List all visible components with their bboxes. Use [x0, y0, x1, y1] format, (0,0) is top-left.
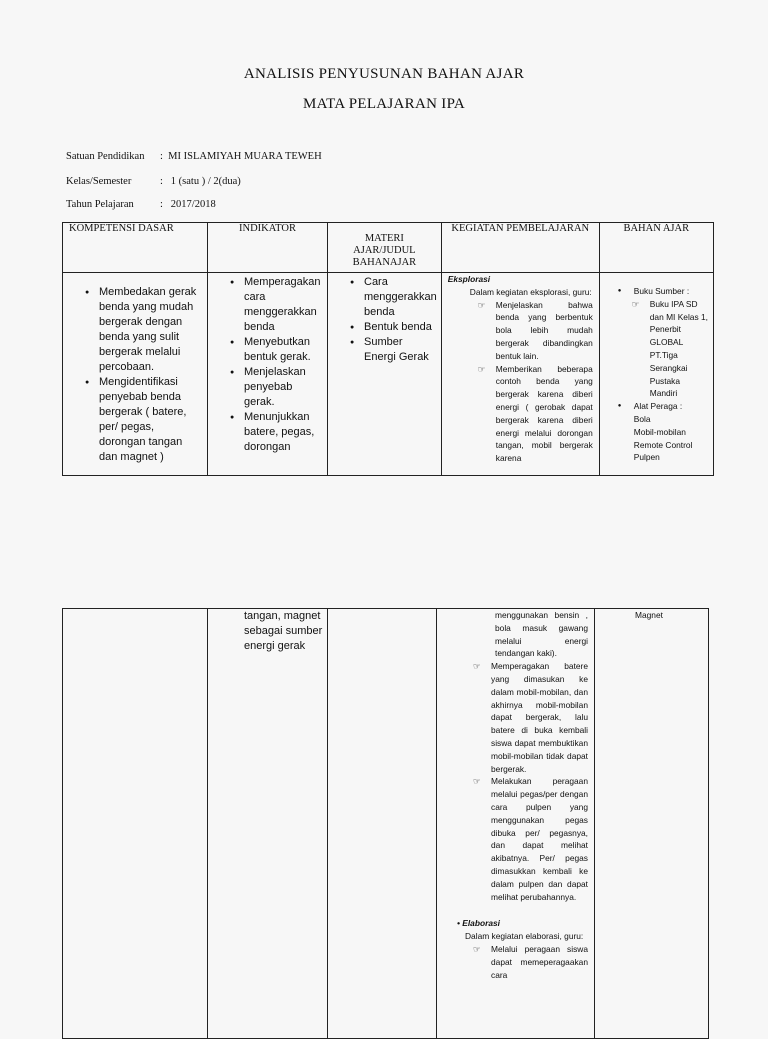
meta-value: MI ISLAMIYAH MUARA TEWEH — [168, 151, 322, 162]
table-row — [63, 609, 709, 1039]
kegiatan-point: ☞ Melakukan peragaan melalui pegas/per dengan cara pulpen yang menggunakan pegas dibuka per/ pegasnya, dan dapat melihat akibatnya. Per/ pegas dimasukkan kembali ke dalam pulpen dan dapat melihat perubahannya. — [473, 776, 588, 902]
bahan-cell-cont — [595, 609, 709, 1039]
bullet-icon: • — [457, 918, 460, 929]
bahan-cell — [599, 273, 713, 476]
meta-satuan — [66, 151, 322, 162]
header-materi — [328, 223, 442, 273]
bahan-continuation: Magnet — [635, 610, 663, 620]
header-kegiatan: KEGIATAN PEMBELAJARAN — [441, 223, 599, 273]
bullet-icon: ● — [85, 379, 90, 386]
meta-sep: : — [160, 176, 163, 187]
kegiatan-point: ☞ Memperagakan batere yang dimasukan ke dalam mobil-mobilan, dan akhirnya mobil-mobilan dapat bergerak, lalu batere di buka kembali siswa dapat membuktikan mobil-mobilan tidak dapat bergerak. — [473, 661, 588, 774]
bullet-icon: ● — [350, 279, 355, 286]
elaborasi-point: ☞ Melalui peragaan siswa dapat memeperagaakan cara — [473, 943, 588, 980]
alat-peraga: ● Alat Peraga : — [617, 401, 683, 412]
bullet-icon: ● — [230, 414, 235, 421]
document-subtitle: MATA PELAJARAN IPA — [302, 96, 465, 112]
elaborasi-intro: Dalam kegiatan elaborasi, guru: — [465, 931, 584, 942]
kegiatan-cell — [441, 273, 599, 476]
materi-cell-cont — [328, 609, 437, 1039]
eksplorasi-intro: Dalam kegiatan eksplorasi, guru: — [469, 286, 592, 297]
materi-item: ● Cara menggerakkan benda — [350, 276, 437, 318]
document-title: ANALISIS PENYUSUNAN BAHAN AJAR — [243, 66, 525, 82]
pointing-hand-icon: ☞ — [473, 661, 481, 672]
indikator-cell — [208, 273, 328, 476]
eksplorasi-point: ☞ Menjelaskan bahwa benda yang berbentuk bola lebih mudah bergerak dibandingkan bentuk lain. — [477, 299, 593, 361]
kd-item: ● Membedakan gerak benda yang mudah bergerak dengan benda yang sulit bergerak melalui percobaan. — [85, 286, 197, 373]
meta-label: Satuan Pendidikan — [66, 151, 145, 162]
analysis-table — [62, 222, 714, 476]
meta-sep: : — [160, 151, 163, 162]
bullet-icon: ● — [230, 339, 235, 346]
pointing-hand-icon: ☞ — [473, 943, 481, 954]
analysis-table-continued — [62, 608, 709, 1039]
alat-item: Bola — [633, 413, 651, 424]
header-bahan: BAHAN AJAR — [599, 223, 713, 273]
eksplorasi-heading: Eksplorasi — [447, 274, 491, 284]
meta-kelas — [66, 176, 241, 187]
buku-item: ☞ Buku IPA SD dan MI Kelas 1, Penerbit GLOBAL PT.Tiga Serangkai Pustaka Mandiri — [631, 298, 708, 399]
materi-item: ● Sumber Energi Gerak — [350, 336, 429, 363]
alat-item: Mobil-mobilan — [633, 426, 686, 437]
bullet-icon: ● — [350, 339, 355, 346]
kegiatan-continuation: menggunakan bensin , bola masuk gawang melalui energi tendangan kaki). — [495, 610, 588, 659]
indikator-item: ● Menjelaskan penyebab gerak. — [230, 366, 306, 408]
kd-cell — [63, 273, 208, 476]
meta-value: 2017/2018 — [170, 199, 216, 210]
meta-label: Tahun Pelajaran — [66, 199, 134, 210]
pointing-hand-icon: ☞ — [631, 298, 640, 309]
eksplorasi-point: ☞ Memberikan beberapa contoh benda yang bergerak karena diberi energi ( gerobak dapat bergerak karena diberi energi melalui dorongan tangan, mobil bergerak karena — [477, 363, 593, 464]
table-header-row — [63, 223, 714, 273]
indikator-continuation: tangan, magnet sebagai sumber energi gerak — [244, 610, 323, 652]
bullet-icon: ● — [230, 279, 235, 286]
elaborasi-heading: • Elaborasi — [457, 918, 500, 929]
bullet-icon: ● — [350, 324, 355, 331]
buku-sumber: ● Buku Sumber : — [617, 286, 690, 296]
indikator-item: ● Menyebutkan bentuk gerak. — [230, 336, 311, 363]
indikator-item: ● Memperagakan cara menggerakkan benda — [230, 276, 321, 333]
pointing-hand-icon: ☞ — [477, 363, 486, 374]
header-kompetensi: KOMPETENSI DASAR — [63, 223, 208, 273]
meta-value: 1 (satu ) / 2(dua) — [170, 176, 241, 187]
kegiatan-cell-cont — [437, 609, 595, 1039]
meta-sep: : — [160, 199, 163, 210]
indikator-item: ● Menunjukkan batere, pegas, dorongan — [230, 411, 315, 453]
meta-label: Kelas/Semester — [66, 176, 132, 187]
header-indikator: INDIKATOR — [208, 223, 328, 273]
meta-tahun — [66, 199, 216, 210]
alat-item: Remote Control — [633, 439, 693, 450]
table-row — [63, 273, 714, 476]
kd-cell-cont — [63, 609, 208, 1039]
alat-item: Pulpen — [633, 452, 660, 463]
materi-item: ● Bentuk benda — [350, 321, 432, 333]
bullet-icon: ● — [230, 369, 235, 376]
kd-item: ● Mengidentifikasi penyebab benda bergerak ( batere, per/ pegas, dorongan tangan dan magnet ) — [85, 376, 187, 463]
materi-cell — [328, 273, 442, 476]
bullet-icon: ● — [617, 403, 622, 410]
pointing-hand-icon: ☞ — [473, 776, 481, 787]
bullet-icon: ● — [617, 288, 622, 294]
bullet-icon: ● — [85, 289, 90, 296]
pointing-hand-icon: ☞ — [477, 299, 486, 310]
indikator-cell-cont — [208, 609, 328, 1039]
header-materi-text: MATERI AJAR/JUDUL BAHANAJAR — [352, 233, 417, 268]
